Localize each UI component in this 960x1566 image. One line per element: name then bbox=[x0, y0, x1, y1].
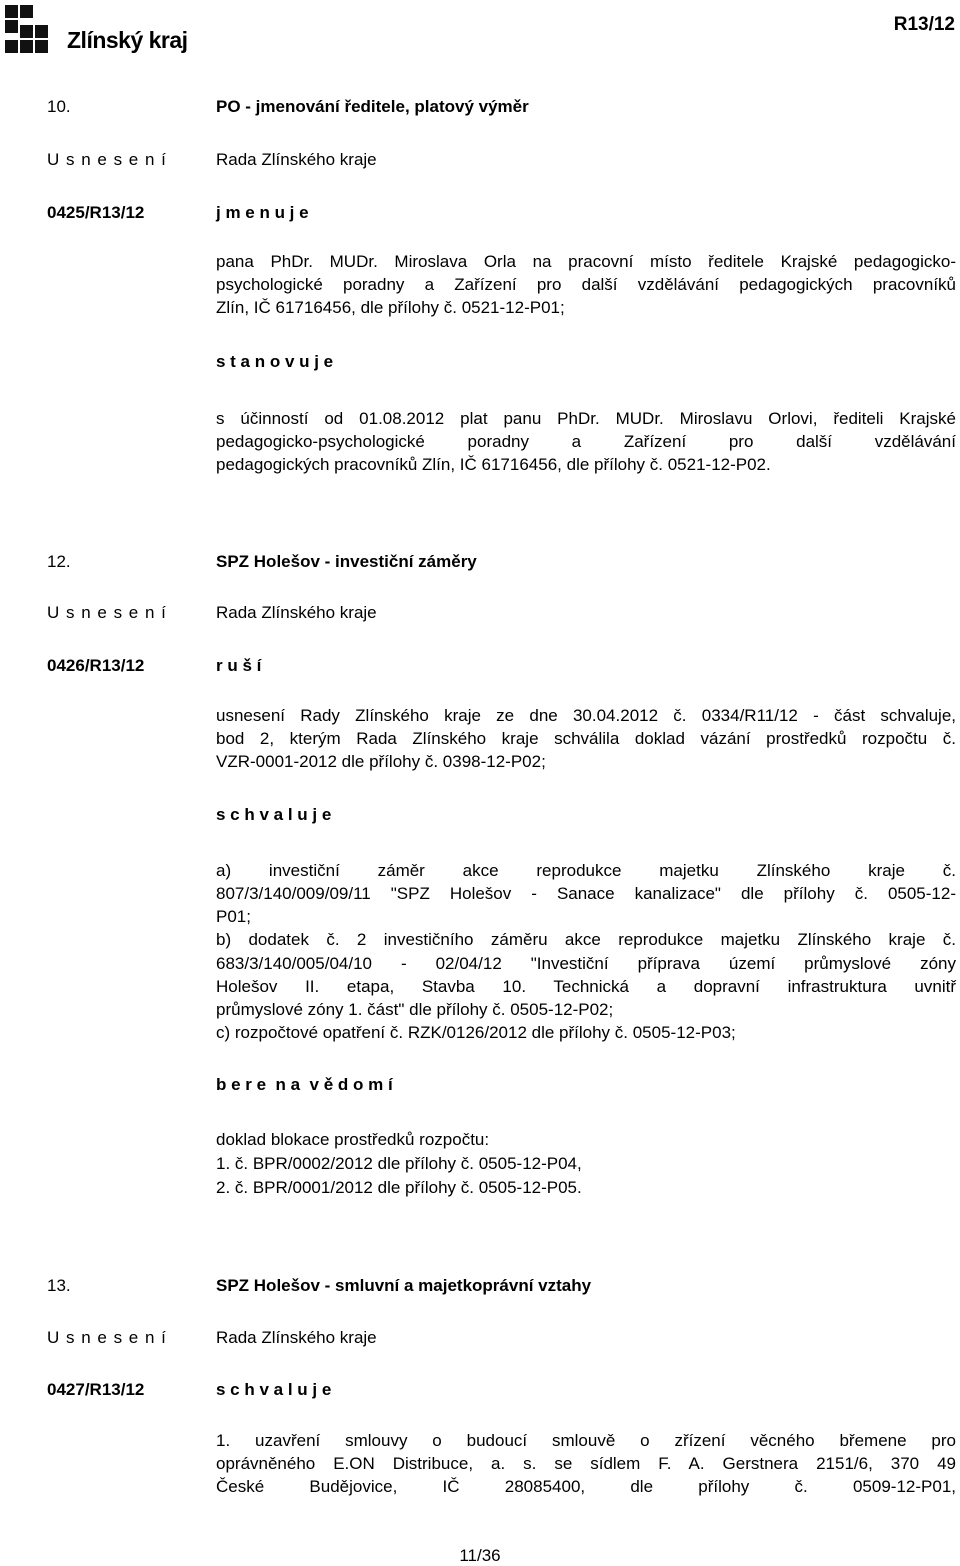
paragraph-line: oprávněného E.ON Distribuce, a. s. se sídlem F. A. Gerstnera 2151/6, 370 49 bbox=[216, 1454, 956, 1473]
section-number: 10. bbox=[47, 97, 71, 116]
paragraph-line: s účinností od 01.08.2012 plat panu PhDr. MUDr. Miroslavu Orlovi, řediteli Krajské bbox=[216, 409, 956, 428]
logo-text: Zlínský kraj bbox=[67, 27, 188, 53]
resolution-verb: j m e n u j e bbox=[216, 203, 309, 222]
resolution-id: 0426/R13/12 bbox=[47, 656, 145, 675]
paragraph-line: b) dodatek č. 2 investičního záměru akce reprodukce majetku Zlínského kraje č. bbox=[216, 930, 956, 949]
paragraph-line: bod 2, kterým Rada Zlínského kraje schválila doklad vázání prostředků rozpočtu č. bbox=[216, 729, 956, 748]
paragraph-line: pana PhDr. MUDr. Miroslava Orla na pracovní místo ředitele Krajské pedagogicko- bbox=[216, 252, 956, 271]
paragraph-line: doklad blokace prostředků rozpočtu: bbox=[216, 1130, 490, 1149]
resolution-verb: s c h v a l u j e bbox=[216, 805, 332, 824]
paragraph-line: 683/3/140/005/04/10 - 02/04/12 "Investiční příprava území průmyslové zóny bbox=[216, 954, 956, 973]
section-number: 13. bbox=[47, 1276, 71, 1295]
usneseni-label: U s n e s e n í bbox=[47, 150, 167, 169]
paragraph-line: 2. č. BPR/0001/2012 dle přílohy č. 0505-12-P05. bbox=[216, 1178, 582, 1197]
resolution-id: 0425/R13/12 bbox=[47, 203, 145, 222]
issuing-body: Rada Zlínského kraje bbox=[216, 1328, 377, 1347]
paragraph-line: c) rozpočtové opatření č. RZK/0126/2012 dle přílohy č. 0505-12-P03; bbox=[216, 1023, 736, 1042]
paragraph-line: České Budějovice, IČ 28085400, dle přílohy č. 0509-12-P01, bbox=[216, 1477, 956, 1496]
paragraph-line: a) investiční záměr akce reprodukce majetku Zlínského kraje č. bbox=[216, 861, 956, 880]
resolution-id: 0427/R13/12 bbox=[47, 1380, 145, 1399]
resolution-verb: s t a n o v u j e bbox=[216, 352, 334, 371]
paragraph-line: 1. uzavření smlouvy o budoucí smlouvě o zřízení věcného břemene pro bbox=[216, 1431, 956, 1450]
section-title: SPZ Holešov - investiční záměry bbox=[216, 552, 477, 571]
paragraph-line: 807/3/140/009/09/11 "SPZ Holešov - Sanace kanalizace" dle přílohy č. 0505-12- bbox=[216, 884, 956, 903]
paragraph-line: pedagogických pracovníků Zlín, IČ 61716456, dle přílohy č. 0521-12-P02. bbox=[216, 455, 771, 474]
paragraph-line: usnesení Rady Zlínského kraje ze dne 30.04.2012 č. 0334/R11/12 - část schvaluje, bbox=[216, 706, 956, 725]
paragraph-line: pedagogicko-psychologické poradny a Zařízení pro další vzdělávání bbox=[216, 432, 956, 451]
section-title: PO - jmenování ředitele, platový výměr bbox=[216, 97, 529, 116]
zlinsky-kraj-logo bbox=[5, 5, 187, 53]
resolution-verb: r u š í bbox=[216, 656, 262, 675]
paragraph-line: průmyslové zóny 1. část" dle přílohy č. 0505-12-P02; bbox=[216, 1000, 614, 1019]
resolution-verb: b e r e n a v ě d o m í bbox=[216, 1075, 393, 1094]
paragraph-line: Zlín, IČ 61716456, dle přílohy č. 0521-12-P01; bbox=[216, 298, 565, 317]
paragraph-line: psychologické poradny a Zařízení pro další vzdělávání pedagogických pracovníků bbox=[216, 275, 956, 294]
resolution-verb: s c h v a l u j e bbox=[216, 1380, 332, 1399]
document-code: R13/12 bbox=[893, 14, 955, 35]
issuing-body: Rada Zlínského kraje bbox=[216, 150, 377, 169]
section-number: 12. bbox=[47, 552, 71, 571]
issuing-body: Rada Zlínského kraje bbox=[216, 603, 377, 622]
section-title: SPZ Holešov - smluvní a majetkoprávní vztahy bbox=[216, 1276, 592, 1295]
page-number: 11/36 bbox=[459, 1546, 501, 1565]
paragraph-line: Holešov II. etapa, Stavba 10. Technická a dopravní infrastruktura uvnitř bbox=[216, 977, 956, 996]
paragraph-line: 1. č. BPR/0002/2012 dle přílohy č. 0505-12-P04, bbox=[216, 1154, 582, 1173]
usneseni-label: U s n e s e n í bbox=[47, 603, 167, 622]
paragraph-line: P01; bbox=[216, 907, 251, 926]
paragraph-line: VZR-0001-2012 dle přílohy č. 0398-12-P02; bbox=[216, 752, 546, 771]
usneseni-label: U s n e s e n í bbox=[47, 1328, 167, 1347]
